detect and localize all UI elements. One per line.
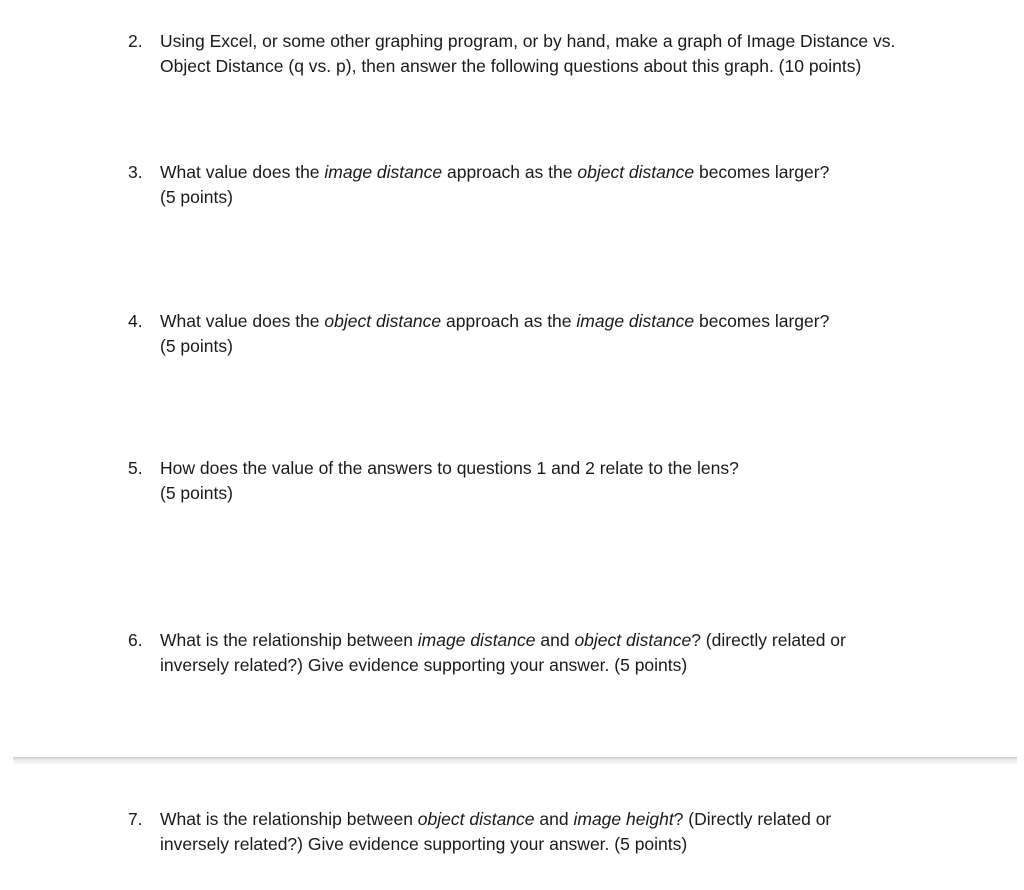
- emphasis-term: image height: [573, 809, 674, 829]
- text-segment: becomes larger?: [694, 162, 830, 182]
- emphasis-term: object distance: [324, 311, 442, 331]
- question-5: [128, 456, 948, 506]
- text-segment: and: [534, 809, 574, 829]
- text-segment: approach as the: [442, 162, 578, 182]
- emphasis-term: image distance: [324, 162, 443, 182]
- question-2: [128, 29, 948, 79]
- question-number: 3.: [128, 162, 143, 182]
- question-line: [160, 309, 948, 334]
- text-segment: ? (Directly related or: [673, 809, 832, 829]
- text-segment: What is the relationship between: [160, 809, 418, 829]
- question-number: 5.: [128, 458, 143, 478]
- page-break-divider: [13, 757, 1017, 764]
- question-text: [160, 628, 948, 678]
- question-text: [160, 309, 948, 359]
- text-segment: What value does the: [160, 162, 325, 182]
- question-text: [160, 160, 948, 210]
- question-number: 7.: [128, 809, 143, 829]
- question-3: [128, 160, 948, 210]
- text-segment: What is the relationship between: [160, 630, 418, 650]
- next-page: [0, 764, 1024, 890]
- question-line: inversely related?) Give evidence supporting your answer. (5 points): [160, 834, 688, 854]
- question-text: [160, 807, 948, 857]
- emphasis-term: image distance: [417, 630, 536, 650]
- text-segment: and: [535, 630, 575, 650]
- question-line: inversely related?) Give evidence supporting your answer. (5 points): [160, 655, 688, 675]
- question-4: [128, 309, 948, 359]
- question-number: 2.: [128, 31, 143, 51]
- question-text: [160, 29, 948, 79]
- emphasis-term: object distance: [577, 162, 695, 182]
- question-line: Using Excel, or some other graphing program, or by hand, make a graph of Image Distance vs.: [160, 31, 896, 51]
- question-line: How does the value of the answers to questions 1 and 2 relate to the lens?: [160, 458, 739, 478]
- question-number: 4.: [128, 311, 143, 331]
- question-6: [128, 628, 948, 678]
- text-segment: becomes larger?: [694, 311, 830, 331]
- question-line: [160, 160, 948, 185]
- question-line: (5 points): [160, 187, 233, 207]
- text-segment: What value does the: [160, 311, 325, 331]
- emphasis-term: object distance: [417, 809, 535, 829]
- emphasis-term: object distance: [574, 630, 692, 650]
- text-segment: ? (directly related or: [691, 630, 846, 650]
- question-line: (5 points): [160, 336, 233, 356]
- question-7: [128, 807, 948, 857]
- question-line: (5 points): [160, 483, 233, 503]
- question-number: 6.: [128, 630, 143, 650]
- question-line: Object Distance (q vs. p), then answer the following questions about this graph. (10 points): [160, 56, 862, 76]
- question-line: [160, 807, 948, 832]
- text-segment: approach as the: [441, 311, 577, 331]
- question-line: [160, 628, 948, 653]
- question-text: [160, 456, 948, 506]
- emphasis-term: image distance: [576, 311, 695, 331]
